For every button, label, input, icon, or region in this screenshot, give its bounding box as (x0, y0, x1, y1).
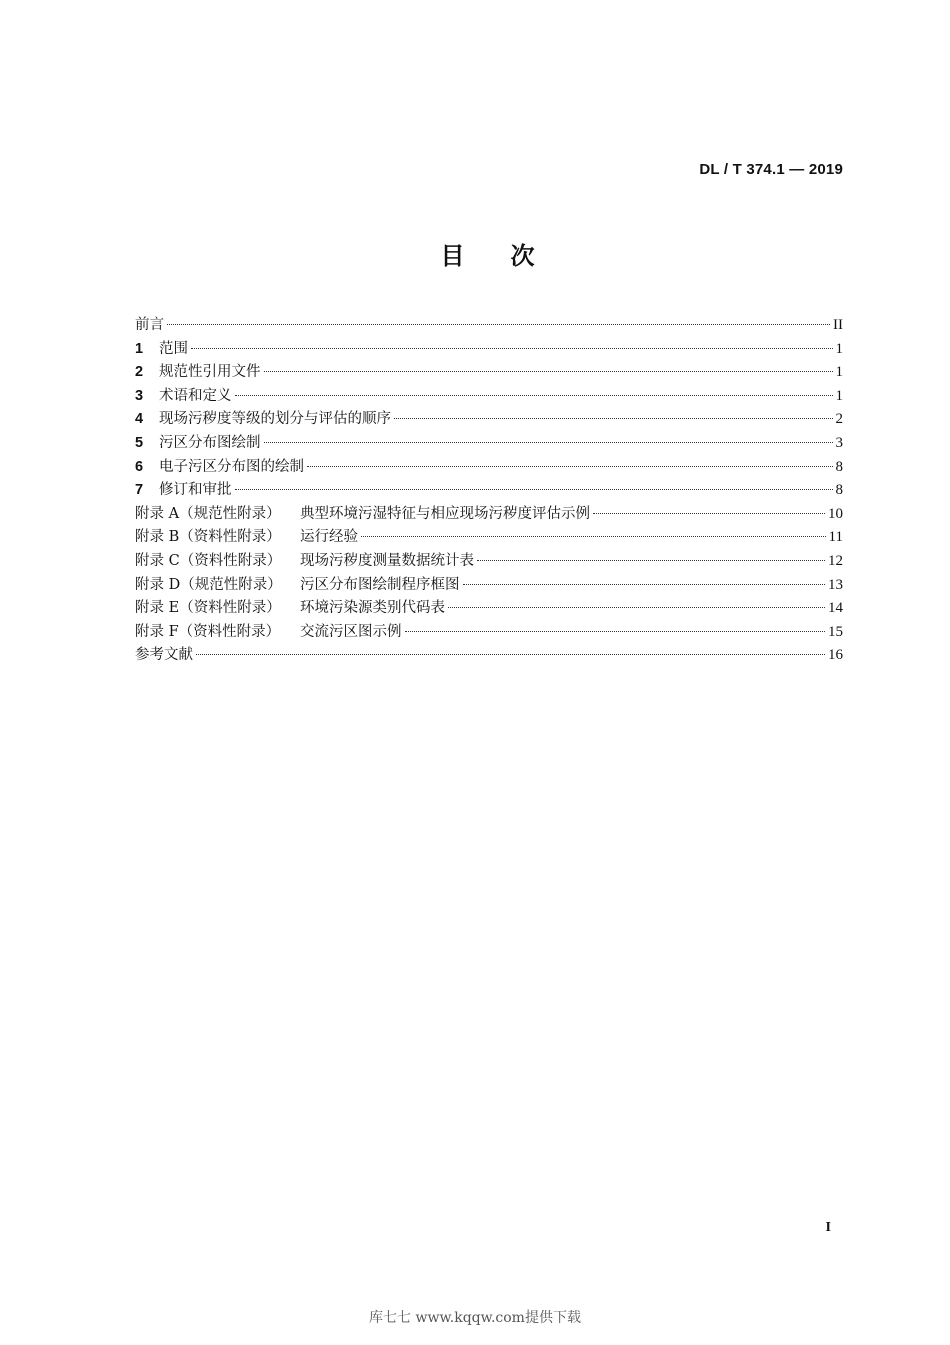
toc-entry-page: 12 (828, 552, 843, 569)
toc-leader-dots (264, 371, 833, 372)
toc-title-char-2: 次 (510, 242, 535, 270)
toc-leader-dots (477, 560, 825, 561)
toc-entry-page: 13 (828, 576, 843, 593)
toc-entry-number: 6 (135, 458, 144, 475)
toc-entry-label (135, 502, 590, 523)
table-of-contents (135, 313, 843, 667)
toc-entry-page: 8 (835, 458, 843, 475)
toc-entry-number: 3 (135, 387, 144, 404)
toc-entry-text: 参考文献 (135, 647, 193, 664)
toc-leader-dots (394, 418, 833, 419)
toc-entry-number: 2 (135, 364, 144, 381)
toc-entry[interactable] (135, 549, 843, 573)
toc-leader-dots (593, 513, 825, 514)
toc-entry-label (135, 596, 445, 617)
toc-entry-page: 15 (828, 623, 843, 640)
footer-watermark: 库七七 www.kqqw.com提供下载 (369, 1310, 581, 1326)
toc-entry-text: 运行经验 (300, 529, 358, 546)
toc-entry-text: 修订和审批 (159, 482, 232, 499)
toc-entry-label (135, 525, 358, 546)
toc-entry[interactable] (135, 313, 843, 337)
toc-entry-label (135, 549, 474, 570)
toc-entry-page: 3 (835, 434, 843, 451)
toc-entry-page: 1 (835, 387, 843, 404)
toc-entry-label (135, 455, 304, 476)
toc-entry[interactable] (135, 360, 843, 384)
toc-leader-dots (264, 442, 833, 443)
toc-entry-label (135, 431, 261, 452)
toc-entry-appendix-prefix: 附录 E（资料性附录） (135, 600, 281, 617)
toc-entry-label (135, 337, 188, 358)
toc-entry-label (135, 643, 193, 664)
toc-entry[interactable] (135, 525, 843, 549)
toc-entry-text: 电子污区分布图的绘制 (159, 458, 304, 475)
toc-entry-text: 环境污染源类别代码表 (300, 600, 445, 617)
toc-leader-dots (235, 489, 833, 490)
toc-entry-text: 现场污秽度测量数据统计表 (300, 552, 474, 569)
toc-title-char-1: 目 (440, 242, 465, 270)
toc-entry-page: 11 (828, 529, 843, 546)
toc-entry[interactable] (135, 478, 843, 502)
toc-entry[interactable] (135, 620, 843, 644)
toc-leader-dots (307, 466, 833, 467)
toc-entry-label (135, 620, 402, 641)
toc-entry-page: 16 (828, 647, 843, 664)
toc-entry-page: 8 (835, 482, 843, 499)
toc-leader-dots (235, 395, 833, 396)
toc-entry-appendix-prefix: 附录 F（资料性附录） (135, 623, 281, 640)
toc-entry-label (135, 478, 232, 499)
toc-entry-text: 前言 (135, 317, 164, 333)
toc-entry[interactable] (135, 384, 843, 408)
page-number: I (825, 1220, 831, 1235)
toc-entry[interactable] (135, 431, 843, 455)
toc-entry-page: 10 (828, 505, 843, 522)
toc-entry-page: 1 (835, 340, 843, 357)
toc-entry-page: 14 (828, 600, 843, 617)
toc-entry[interactable] (135, 502, 843, 526)
toc-entry-page: 1 (835, 364, 843, 381)
toc-entry[interactable] (135, 455, 843, 479)
toc-entry-appendix-prefix: 附录 A（规范性附录） (135, 505, 281, 522)
toc-entry-appendix-prefix: 附录 C（资料性附录） (135, 552, 282, 569)
toc-entry[interactable] (135, 643, 843, 667)
toc-title (0, 236, 950, 271)
toc-entry-page: II (833, 317, 843, 333)
toc-entry-appendix-prefix: 附录 B（资料性附录） (135, 529, 281, 546)
toc-leader-dots (361, 536, 826, 537)
toc-entry-number: 5 (135, 434, 144, 451)
toc-leader-dots (405, 631, 826, 632)
toc-entry-label (135, 384, 232, 405)
toc-entry-text: 典型环境污湿特征与相应现场污秽度评估示例 (300, 505, 590, 522)
toc-leader-dots (463, 584, 826, 585)
toc-entry-label (135, 360, 261, 381)
toc-entry-number: 1 (135, 340, 144, 357)
toc-entry-page: 2 (835, 411, 843, 428)
toc-entry-text: 污区分布图绘制程序框图 (300, 576, 460, 593)
toc-entry-label (135, 407, 391, 428)
toc-entry[interactable] (135, 337, 843, 361)
toc-entry[interactable] (135, 573, 843, 597)
toc-entry-text: 现场污秽度等级的划分与评估的顺序 (159, 411, 391, 428)
toc-leader-dots (196, 654, 825, 655)
toc-entry-text: 规范性引用文件 (159, 364, 261, 381)
toc-entry-text: 交流污区图示例 (300, 623, 402, 640)
standard-code: DL / T 374.1 — 2019 (699, 161, 843, 178)
toc-entry-text: 污区分布图绘制 (159, 434, 261, 451)
toc-entry-label (135, 573, 460, 594)
toc-leader-dots (167, 324, 830, 325)
toc-leader-dots (448, 607, 825, 608)
toc-leader-dots (191, 348, 833, 349)
toc-entry-appendix-prefix: 附录 D（规范性附录） (135, 576, 282, 593)
toc-entry-text: 术语和定义 (159, 387, 232, 404)
toc-entry-text: 范围 (159, 340, 188, 357)
toc-entry[interactable] (135, 596, 843, 620)
toc-entry[interactable] (135, 407, 843, 431)
toc-entry-number: 7 (135, 482, 144, 499)
toc-entry-label (135, 313, 164, 334)
toc-entry-number: 4 (135, 411, 144, 428)
